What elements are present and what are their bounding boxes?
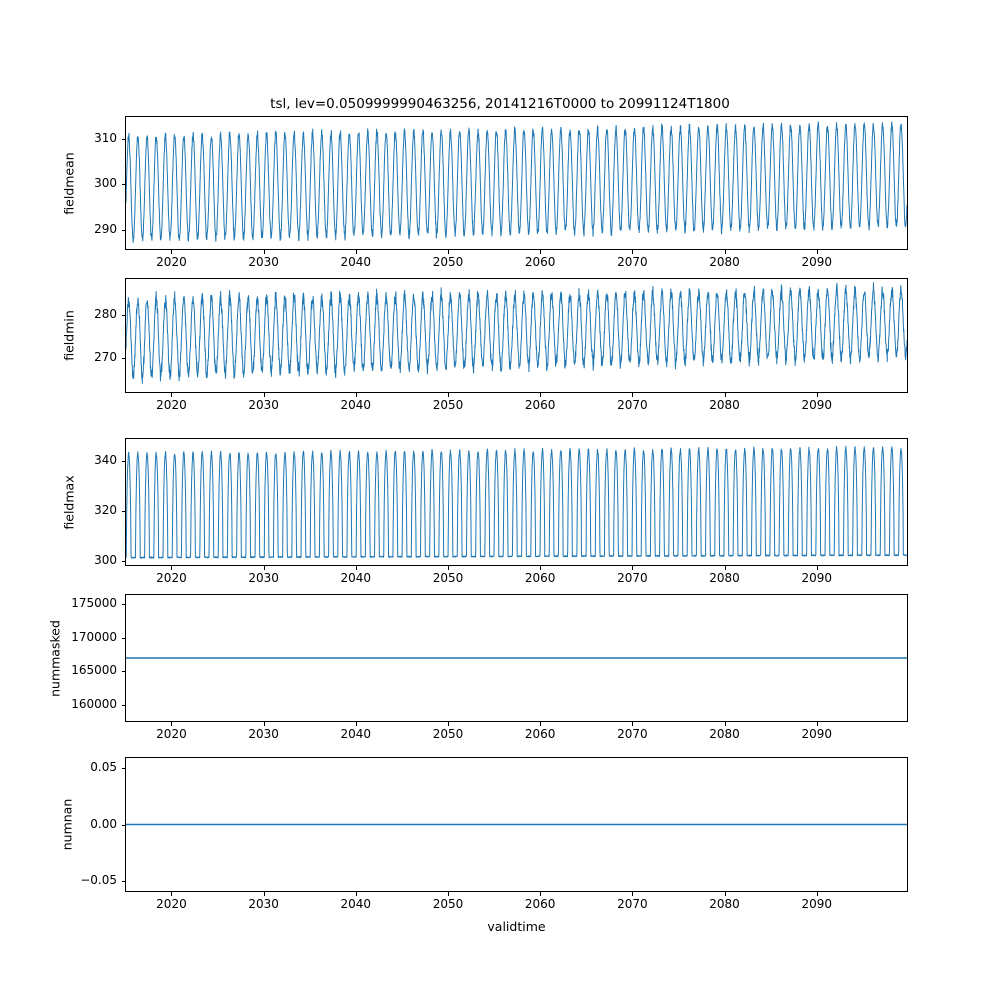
ytick-mark xyxy=(122,184,126,185)
xtick-mark xyxy=(540,566,541,570)
ytick-mark xyxy=(122,561,126,562)
xtick-mark xyxy=(356,250,357,254)
xtick-label: 2070 xyxy=(617,398,648,412)
xtick-label: 2060 xyxy=(524,727,556,741)
ytick-label: 0.05 xyxy=(90,760,117,775)
xtick-label: 2020 xyxy=(156,897,187,911)
ytick-label: 320 xyxy=(94,502,117,517)
xtick-mark xyxy=(725,892,726,896)
xtick-label: 2090 xyxy=(801,571,832,585)
xtick-label: 2080 xyxy=(709,727,740,741)
xtick-label: 2040 xyxy=(340,571,372,585)
xtick-label: 2090 xyxy=(801,727,832,741)
xtick-mark xyxy=(448,892,449,896)
xtick-mark xyxy=(632,393,633,397)
xtick-mark xyxy=(725,722,726,726)
xtick-mark xyxy=(540,892,541,896)
xtick-label: 2020 xyxy=(156,255,187,269)
plot-panel-fieldmin xyxy=(125,278,908,393)
xtick-mark xyxy=(264,566,265,570)
numnan-line-series xyxy=(126,758,907,891)
plot-panel-fieldmean xyxy=(125,116,908,250)
xtick-mark xyxy=(356,722,357,726)
fieldmean-line-series xyxy=(126,117,907,249)
xtick-label: 2090 xyxy=(801,398,832,412)
xtick-label: 2070 xyxy=(617,571,648,585)
xtick-label: 2060 xyxy=(524,398,556,412)
ytick-label: 170000 xyxy=(71,629,117,644)
ytick-label: 310 xyxy=(94,130,117,145)
xtick-label: 2020 xyxy=(156,727,187,741)
series-path-fieldmax xyxy=(126,446,907,558)
xtick-mark xyxy=(725,566,726,570)
xtick-label: 2060 xyxy=(524,897,556,911)
xtick-mark xyxy=(171,722,172,726)
xtick-label: 2040 xyxy=(340,255,372,269)
ytick-mark xyxy=(122,768,126,769)
ytick-mark xyxy=(122,511,126,512)
ylabel-fieldmin: fieldmin xyxy=(61,310,77,361)
series-path-fieldmin xyxy=(126,283,907,384)
xtick-mark xyxy=(632,892,633,896)
fieldmax-line-series xyxy=(126,439,907,565)
plot-panel-nummasked xyxy=(125,594,908,722)
ytick-label: 340 xyxy=(94,452,117,467)
xtick-mark xyxy=(171,393,172,397)
xtick-mark xyxy=(817,250,818,254)
xtick-mark xyxy=(540,722,541,726)
xtick-label: 2070 xyxy=(617,255,648,269)
xtick-mark xyxy=(356,566,357,570)
xtick-mark xyxy=(817,566,818,570)
xtick-mark xyxy=(817,722,818,726)
xtick-label: 2080 xyxy=(709,255,740,269)
ytick-mark xyxy=(122,638,126,639)
ytick-label: 300 xyxy=(94,176,117,191)
ytick-label: 290 xyxy=(94,221,117,236)
ytick-label: 175000 xyxy=(71,596,117,611)
ytick-label: 280 xyxy=(94,306,117,321)
xtick-label: 2090 xyxy=(801,255,832,269)
xtick-label: 2030 xyxy=(248,571,279,585)
xtick-label: 2040 xyxy=(340,398,372,412)
ylabel-numnan: numnan xyxy=(59,798,75,851)
ytick-label: −0.05 xyxy=(80,872,117,887)
xtick-mark xyxy=(264,393,265,397)
series-path-fieldmean xyxy=(126,122,907,243)
ytick-label: 0.00 xyxy=(90,816,117,831)
ytick-mark xyxy=(122,230,126,231)
plot-panel-fieldmax xyxy=(125,438,908,566)
ytick-mark xyxy=(122,825,126,826)
xtick-mark xyxy=(817,892,818,896)
xtick-mark xyxy=(448,722,449,726)
xtick-mark xyxy=(448,250,449,254)
xtick-label: 2070 xyxy=(617,727,648,741)
xtick-mark xyxy=(725,250,726,254)
xtick-mark xyxy=(448,393,449,397)
ylabel-nummasked: nummasked xyxy=(47,620,63,697)
xtick-label: 2050 xyxy=(432,897,464,911)
ytick-mark xyxy=(122,461,126,462)
xtick-label: 2080 xyxy=(709,571,740,585)
xtick-label: 2040 xyxy=(340,897,372,911)
xtick-mark xyxy=(264,250,265,254)
xtick-label: 2040 xyxy=(340,727,372,741)
xtick-label: 2050 xyxy=(432,571,464,585)
ylabel-fieldmean: fieldmean xyxy=(61,152,77,215)
nummasked-line-series xyxy=(126,595,907,721)
xlabel-validtime: validtime xyxy=(487,919,546,934)
ytick-mark xyxy=(122,358,126,359)
ytick-mark xyxy=(122,671,126,672)
ytick-label: 270 xyxy=(94,350,117,365)
xtick-label: 2020 xyxy=(156,398,187,412)
plot-panel-numnan xyxy=(125,757,908,892)
xtick-mark xyxy=(632,722,633,726)
ytick-mark xyxy=(122,315,126,316)
ytick-mark xyxy=(122,705,126,706)
xtick-mark xyxy=(171,250,172,254)
xtick-label: 2090 xyxy=(801,897,832,911)
xtick-mark xyxy=(725,393,726,397)
ytick-label: 300 xyxy=(94,552,117,567)
ytick-label: 160000 xyxy=(71,697,117,712)
xtick-label: 2030 xyxy=(248,255,279,269)
xtick-label: 2050 xyxy=(432,727,464,741)
xtick-label: 2070 xyxy=(617,897,648,911)
xtick-mark xyxy=(264,892,265,896)
xtick-mark xyxy=(356,393,357,397)
xtick-mark xyxy=(264,722,265,726)
xtick-label: 2030 xyxy=(248,727,279,741)
xtick-mark xyxy=(632,250,633,254)
xtick-label: 2060 xyxy=(524,571,556,585)
xtick-mark xyxy=(356,892,357,896)
xtick-mark xyxy=(540,250,541,254)
xtick-label: 2030 xyxy=(248,398,279,412)
xtick-label: 2080 xyxy=(709,897,740,911)
xtick-label: 2020 xyxy=(156,571,187,585)
xtick-mark xyxy=(632,566,633,570)
ytick-label: 165000 xyxy=(71,663,117,678)
xtick-mark xyxy=(171,566,172,570)
xtick-label: 2080 xyxy=(709,398,740,412)
xtick-mark xyxy=(171,892,172,896)
ytick-mark xyxy=(122,139,126,140)
xtick-label: 2030 xyxy=(248,897,279,911)
xtick-label: 2050 xyxy=(432,398,464,412)
figure-title: tsl, lev=0.0509999990463256, 20141216T0000 to 20991124T1800 xyxy=(270,96,730,112)
xtick-mark xyxy=(817,393,818,397)
xtick-mark xyxy=(540,393,541,397)
ytick-mark xyxy=(122,604,126,605)
ylabel-fieldmax: fieldmax xyxy=(61,475,77,530)
xtick-label: 2050 xyxy=(432,255,464,269)
xtick-mark xyxy=(448,566,449,570)
xtick-label: 2060 xyxy=(524,255,556,269)
fieldmin-line-series xyxy=(126,279,907,392)
ytick-mark xyxy=(122,881,126,882)
